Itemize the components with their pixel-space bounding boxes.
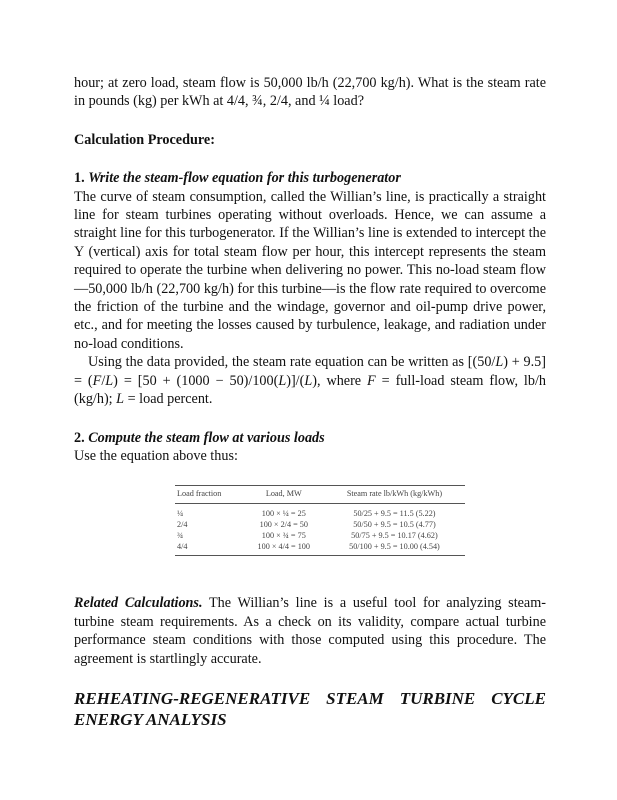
document-page: [74, 74, 546, 730]
next-section-heading: [74, 688, 546, 730]
procedure-heading: Calculation Procedure:: [74, 131, 215, 148]
table-cell: ¼: [177, 509, 184, 519]
table-cell: ¾: [177, 530, 184, 540]
table-cell: 100 × ¼ = 25: [261, 509, 306, 519]
step1-equation-paragraph: [74, 353, 546, 408]
table-cell: 50/25 + 9.5 = 11.5 (5.22): [353, 509, 436, 519]
eq-var-l: L: [116, 391, 125, 408]
eq-text-g: = full-load steam flow, lb/h (kg/h);: [74, 372, 546, 408]
next-heading-line1: REHEATING-REGENERATIVE STEAM TURBINE CYCLE: [74, 688, 546, 708]
header-load-mw: Load, MW: [244, 486, 324, 504]
eq-var-l: L: [105, 372, 114, 389]
next-heading-line2: ENERGY ANALYSIS: [74, 709, 227, 729]
header-load-fraction: Load fraction: [175, 486, 244, 504]
step1-paragraph: The curve of steam consumption, called the Willian’s line, is practically a straight line for steam turbines operating without overloads. Hence, we can assume a straight line for this turbogenerator. If the Willian’s line is extended to intercept the Y (vertical) axis for total steam flow per hour, this intercept represents the steam required to operate the turbine when delivering no power. This no-load steam flow—50,000 lb/h (22,700 kg/h) for this turbine—is the flow rate required to overcome the friction of the turbine and the windage, governor and oil-pump drive power, etc., and for meeting the losses caused by turbulence, leakage, and radiation under no-load conditions.: [74, 188, 546, 352]
step2-number: 2.: [74, 429, 85, 446]
step1-heading: [74, 169, 546, 187]
step2-section: [74, 429, 546, 466]
steam-rate-table-wrapper: [175, 485, 465, 556]
step2-heading: [74, 429, 546, 447]
table-cell: 100 × ¾ = 75: [261, 530, 306, 540]
eq-var-l: L: [278, 372, 287, 389]
eq-text-b: ) + 9.5] = (: [74, 354, 546, 389]
table-cell: 100 × 4/4 = 100: [244, 542, 324, 556]
table-cell: 50/50 + 9.5 = 10.5 (4.77): [353, 519, 436, 529]
header-steam-rate: Steam rate lb/kWh (kg/kWh): [324, 486, 465, 504]
step2-title: Compute the steam flow at various loads: [88, 429, 325, 446]
table-row: [175, 520, 465, 531]
eq-text-e: )]/(: [286, 372, 305, 389]
eq-var-l: L: [304, 372, 313, 389]
step1-section: [74, 169, 546, 408]
steam-rate-table: [175, 485, 465, 556]
table-cell: 50/75 + 9.5 = 10.17 (4.62): [351, 530, 438, 540]
step2-text: Use the equation above thus:: [74, 447, 238, 464]
table-cell: 50/100 + 9.5 = 10.00 (4.54): [324, 542, 465, 556]
table-header-row: [175, 486, 465, 504]
intro-paragraph: hour; at zero load, steam flow is 50,000 lb/h (22,700 kg/h). What is the steam rate in pounds (kg) per kWh at 4/4, ¾, 2/4, and ¼ load?: [74, 75, 546, 110]
table-cell: 4/4: [175, 542, 244, 556]
eq-var-f: F: [92, 372, 102, 389]
related-calculations-paragraph: [74, 594, 546, 668]
related-lead: Related Calculations.: [74, 595, 203, 612]
eq-text-a: Using the data provided, the steam rate equation can be written as [(50/: [88, 354, 496, 371]
step1-title: Write the steam-flow equation for this turbogenerator: [88, 170, 401, 187]
table-cell: 100 × 2/4 = 50: [259, 519, 308, 529]
eq-text-d: ) = [50 + (1000 − 50)/100(: [113, 372, 279, 389]
eq-var-f: F: [367, 372, 376, 389]
eq-var-l: L: [495, 354, 504, 371]
eq-text-f: ), where: [312, 372, 368, 389]
eq-text-h: = load percent.: [124, 391, 213, 408]
eq-text-c: /: [101, 372, 106, 389]
table-row: [175, 542, 465, 556]
related-text: The Willian’s line is a useful tool for analyzing steam-turbine steam requirements. As a check on its validity, compare actual turbine performance steam conditions with those computed using this procedure. The agreement is startlingly accurate.: [74, 595, 546, 667]
step1-number: 1.: [74, 170, 85, 187]
table-row: [175, 504, 465, 520]
table-row: [175, 531, 465, 542]
table-cell: 2/4: [177, 519, 188, 529]
